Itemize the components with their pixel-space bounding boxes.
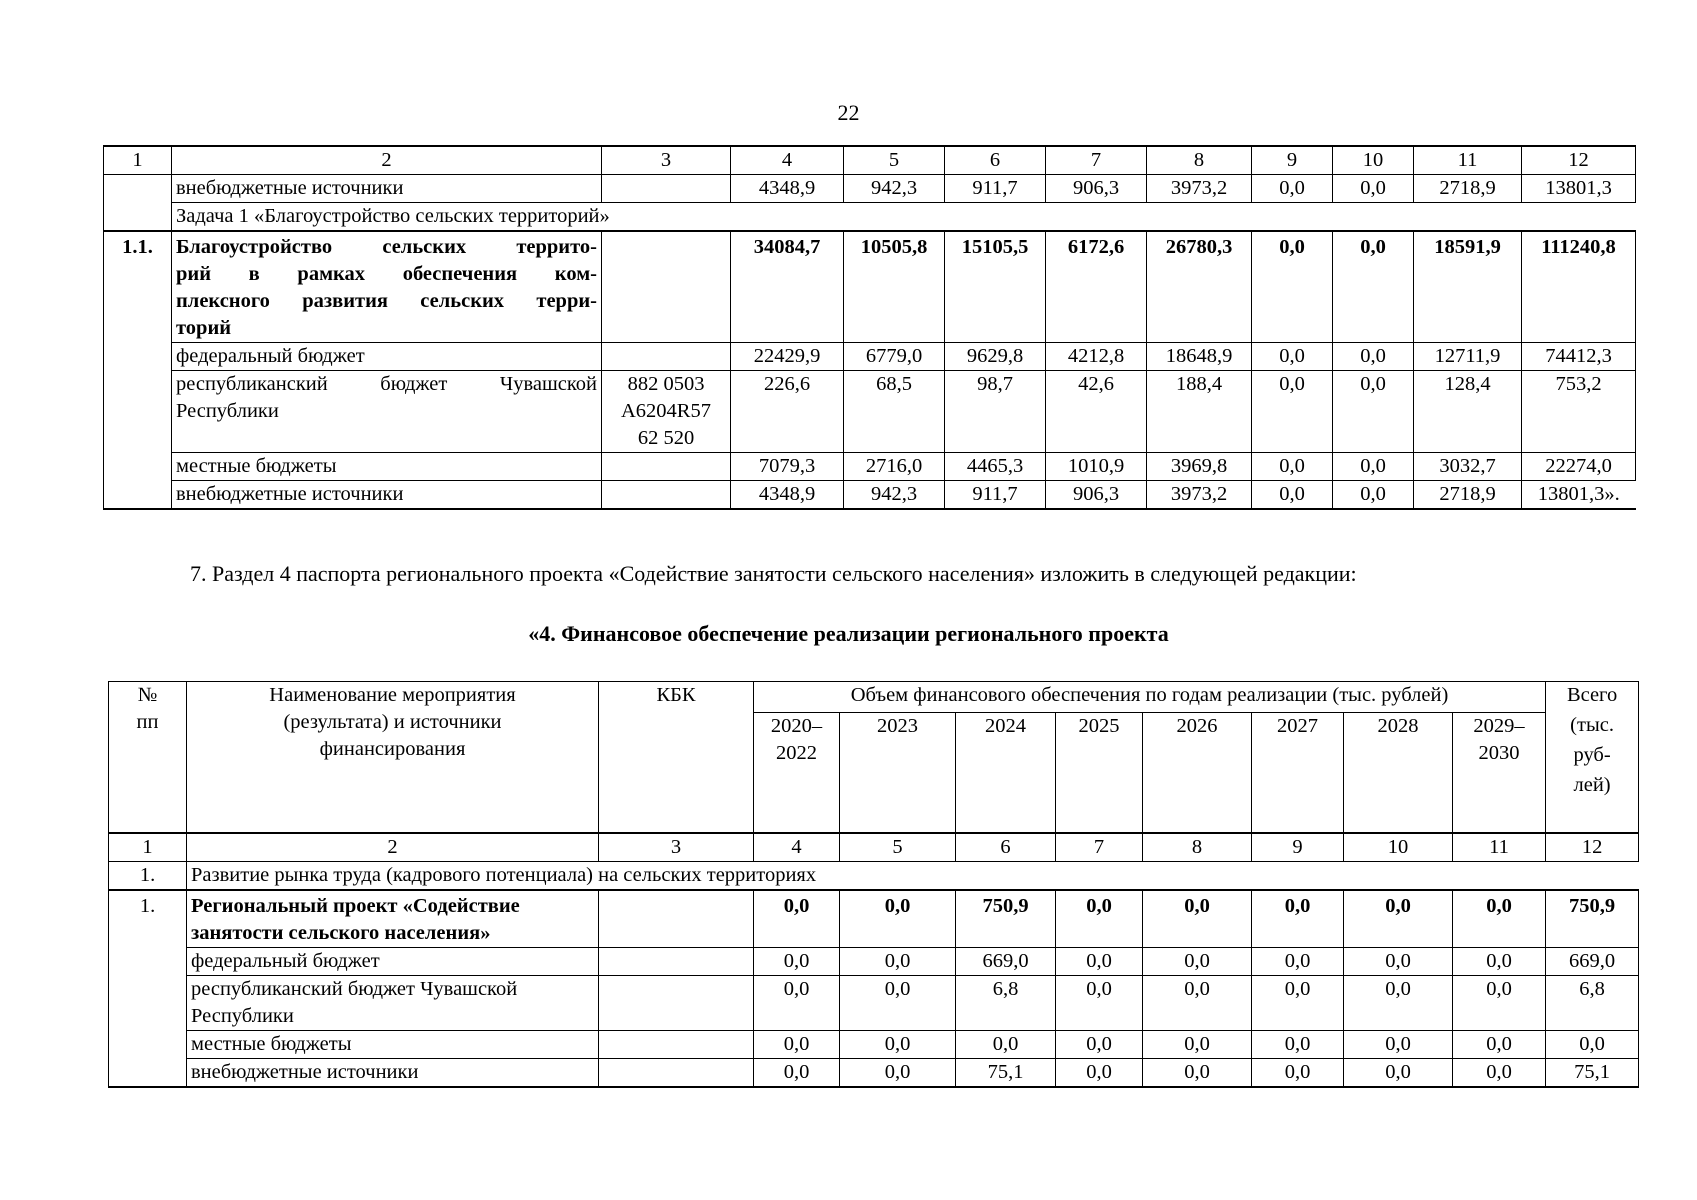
- value-cell: 0,0: [1252, 948, 1344, 976]
- header-line: 2020–: [770, 715, 823, 738]
- value-cell: 0,0: [1453, 976, 1546, 1031]
- value-cell: 0,0: [1453, 948, 1546, 976]
- col-number: 1: [104, 146, 172, 175]
- value-cell: 0,0: [1056, 948, 1143, 976]
- col-number: 5: [840, 833, 956, 862]
- column-number-row: [104, 146, 1636, 175]
- value-cell: 2716,0: [844, 453, 945, 481]
- kbk-cell: [602, 481, 731, 510]
- col-number: 12: [1522, 146, 1636, 175]
- col-number: 3: [599, 833, 754, 862]
- value-cell: 0,0: [1252, 175, 1333, 203]
- value-cell: 0,0: [840, 976, 956, 1031]
- value-cell: 0,0: [1056, 1059, 1143, 1088]
- source-label: внебюджетные источники: [172, 175, 602, 203]
- col-number: 3: [602, 146, 731, 175]
- value-cell: 18591,9: [1414, 231, 1522, 343]
- header-year: [1453, 713, 1546, 833]
- value-cell: 9629,8: [945, 343, 1046, 371]
- value-cell: 13801,3».: [1522, 481, 1636, 510]
- kbk-cell: [602, 371, 731, 453]
- header-total: [1546, 682, 1639, 834]
- header-line: (результата) и источники: [283, 711, 502, 733]
- label-line: республиканский бюджет Чувашской: [191, 978, 518, 1000]
- source-label: [187, 976, 599, 1031]
- col-number: 7: [1046, 146, 1147, 175]
- header-year: 2025: [1056, 713, 1143, 833]
- value-cell: 669,0: [1546, 948, 1639, 976]
- value-cell: 4348,9: [731, 481, 844, 510]
- table-row: [104, 175, 1636, 203]
- source-label: местные бюджеты: [187, 1031, 599, 1059]
- table-row: [109, 1031, 1639, 1059]
- label-line: Республики: [176, 400, 279, 422]
- kbk-line: 882 0503: [627, 373, 705, 395]
- value-cell: 98,7: [945, 371, 1046, 453]
- funding-table-continued: [103, 145, 1636, 510]
- source-label: внебюджетные источники: [187, 1059, 599, 1088]
- value-cell: 0,0: [1344, 1059, 1453, 1088]
- task-label: Задача 1 «Благоустройство сельских территорий»: [172, 203, 1636, 232]
- num-cell: [104, 371, 172, 453]
- section-row: [109, 862, 1639, 891]
- section-heading: «4. Финансовое обеспечение реализации регионального проекта: [528, 621, 1169, 646]
- col-number: 1: [109, 833, 187, 862]
- table-row: [104, 481, 1636, 510]
- num-cell: [104, 481, 172, 510]
- table-row: [104, 453, 1636, 481]
- value-cell: 0,0: [1252, 481, 1333, 510]
- item-number: 1.1.: [104, 231, 172, 343]
- kbk-cell: [599, 1031, 754, 1059]
- source-label: [172, 371, 602, 453]
- kbk-cell: [602, 453, 731, 481]
- value-cell: 942,3: [844, 175, 945, 203]
- value-cell: 0,0: [1143, 1059, 1252, 1088]
- value-cell: 669,0: [956, 948, 1056, 976]
- value-cell: 75,1: [956, 1059, 1056, 1088]
- value-cell: 753,2: [1522, 371, 1636, 453]
- page-number: 22: [837, 100, 860, 125]
- num-cell: [104, 343, 172, 371]
- kbk-cell: [599, 948, 754, 976]
- value-cell: 0,0: [1333, 343, 1414, 371]
- value-cell: 0,0: [1056, 1031, 1143, 1059]
- value-cell: 0,0: [1252, 890, 1344, 948]
- project-title: [187, 890, 599, 948]
- value-cell: 0,0: [1056, 890, 1143, 948]
- funding-table: [108, 681, 1639, 1088]
- header-kbk: КБК: [599, 682, 754, 834]
- title-line: Благоустройство сельских террито-: [176, 236, 597, 258]
- col-number: 10: [1344, 833, 1453, 862]
- kbk-cell: [602, 343, 731, 371]
- value-cell: 0,0: [1453, 1059, 1546, 1088]
- value-cell: 0,0: [1333, 371, 1414, 453]
- value-cell: 0,0: [1344, 890, 1453, 948]
- col-number: 9: [1252, 146, 1333, 175]
- value-cell: 0,0: [956, 1031, 1056, 1059]
- item-title: [172, 231, 602, 343]
- value-cell: 22274,0: [1522, 453, 1636, 481]
- value-cell: 4212,8: [1046, 343, 1147, 371]
- table-row: [109, 890, 1639, 948]
- num-cell: [109, 1059, 187, 1088]
- value-cell: 6779,0: [844, 343, 945, 371]
- value-cell: 0,0: [754, 890, 840, 948]
- project-number: 1.: [109, 890, 187, 948]
- header-year: [754, 713, 840, 833]
- value-cell: 0,0: [1143, 976, 1252, 1031]
- header-year: 2024: [956, 713, 1056, 833]
- value-cell: 0,0: [840, 1059, 956, 1088]
- source-label: федеральный бюджет: [172, 343, 602, 371]
- col-number: 2: [187, 833, 599, 862]
- value-cell: 0,0: [1252, 453, 1333, 481]
- header-line: 2030: [1478, 742, 1520, 765]
- col-number: 6: [956, 833, 1056, 862]
- value-cell: 0,0: [1344, 976, 1453, 1031]
- col-number: 8: [1143, 833, 1252, 862]
- value-cell: 942,3: [844, 481, 945, 510]
- value-cell: 15105,5: [945, 231, 1046, 343]
- value-cell: 0,0: [840, 948, 956, 976]
- table-row: [109, 976, 1639, 1031]
- value-cell: 911,7: [945, 175, 1046, 203]
- header-line: пп: [136, 711, 159, 733]
- value-cell: 0,0: [754, 948, 840, 976]
- value-cell: 0,0: [1056, 976, 1143, 1031]
- value-cell: 0,0: [1453, 890, 1546, 948]
- value-cell: 42,6: [1046, 371, 1147, 453]
- kbk-cell: [599, 890, 754, 948]
- label-line: Республики: [191, 1005, 294, 1027]
- title-line: плексного развития сельских терри-: [176, 290, 597, 312]
- col-number: 5: [844, 146, 945, 175]
- kbk-line: 62 520: [637, 427, 695, 449]
- value-cell: 906,3: [1046, 481, 1147, 510]
- source-label: федеральный бюджет: [187, 948, 599, 976]
- value-cell: 128,4: [1414, 371, 1522, 453]
- value-cell: 911,7: [945, 481, 1046, 510]
- value-cell: 111240,8: [1522, 231, 1636, 343]
- value-cell: 3032,7: [1414, 453, 1522, 481]
- col-number: 11: [1414, 146, 1522, 175]
- value-cell: 6,8: [1546, 976, 1639, 1031]
- amendment-paragraph: 7. Раздел 4 паспорта регионального проекта «Содействие занятости сельского населения» изложить в следующей редакции:: [190, 561, 1357, 586]
- section-label: Развитие рынка труда (кадрового потенциала) на сельских территориях: [187, 862, 1639, 891]
- column-number-row: [109, 833, 1639, 862]
- kbk-line: A6204R57: [621, 400, 711, 422]
- value-cell: 4465,3: [945, 453, 1046, 481]
- num-cell: [109, 976, 187, 1031]
- col-number: 6: [945, 146, 1046, 175]
- header-year: 2027: [1252, 713, 1344, 833]
- header-row: [109, 682, 1639, 713]
- kbk-cell: [602, 231, 731, 343]
- header-line: 2029–: [1473, 715, 1525, 738]
- title-line: торий: [176, 317, 232, 339]
- value-cell: 12711,9: [1414, 343, 1522, 371]
- value-cell: 0,0: [754, 1031, 840, 1059]
- value-cell: 0,0: [1143, 1031, 1252, 1059]
- value-cell: 4348,9: [731, 175, 844, 203]
- header-line: Наименование мероприятия: [269, 684, 516, 706]
- value-cell: 13801,3: [1522, 175, 1636, 203]
- value-cell: 26780,3: [1147, 231, 1252, 343]
- value-cell: 226,6: [731, 371, 844, 453]
- header-year: 2028: [1344, 713, 1453, 833]
- value-cell: 68,5: [844, 371, 945, 453]
- value-cell: 3973,2: [1147, 175, 1252, 203]
- value-cell: 0,0: [1333, 453, 1414, 481]
- source-label: внебюджетные источники: [172, 481, 602, 510]
- value-cell: 0,0: [1546, 1031, 1639, 1059]
- value-cell: 75,1: [1546, 1059, 1639, 1088]
- value-cell: 0,0: [1252, 343, 1333, 371]
- label-line: республиканский бюджет Чувашской: [176, 373, 597, 395]
- value-cell: 0,0: [1143, 948, 1252, 976]
- value-cell: 7079,3: [731, 453, 844, 481]
- value-cell: 750,9: [1546, 890, 1639, 948]
- value-cell: 6172,6: [1046, 231, 1147, 343]
- value-cell: 74412,3: [1522, 343, 1636, 371]
- header-line: лей): [1573, 774, 1611, 796]
- value-cell: 18648,9: [1147, 343, 1252, 371]
- value-cell: 0,0: [1344, 948, 1453, 976]
- table-row: [104, 231, 1636, 343]
- value-cell: 188,4: [1147, 371, 1252, 453]
- header-year: 2026: [1143, 713, 1252, 833]
- col-number: 9: [1252, 833, 1344, 862]
- col-number: 10: [1333, 146, 1414, 175]
- col-number: 7: [1056, 833, 1143, 862]
- task-row: [104, 203, 1636, 232]
- value-cell: 0,0: [1333, 481, 1414, 510]
- value-cell: 750,9: [956, 890, 1056, 948]
- table-row: [104, 343, 1636, 371]
- header-year: 2023: [840, 713, 956, 833]
- col-number: 11: [1453, 833, 1546, 862]
- kbk-cell: [602, 175, 731, 203]
- col-number: 2: [172, 146, 602, 175]
- value-cell: 0,0: [1453, 1031, 1546, 1059]
- header-name: [187, 682, 599, 834]
- value-cell: 0,0: [754, 976, 840, 1031]
- num-cell: [104, 175, 172, 203]
- value-cell: 3969,8: [1147, 453, 1252, 481]
- value-cell: 34084,7: [731, 231, 844, 343]
- title-line: рий в рамках обеспечения ком-: [176, 263, 597, 285]
- kbk-cell: [599, 1059, 754, 1088]
- value-cell: 0,0: [1252, 1031, 1344, 1059]
- header-line: (тыс.: [1570, 714, 1614, 736]
- value-cell: 2718,9: [1414, 175, 1522, 203]
- section-number: 1.: [109, 862, 187, 891]
- header-volume: Объем финансового обеспечения по годам реализации (тыс. рублей): [754, 682, 1546, 713]
- header-line: №: [137, 684, 158, 706]
- header-num: [109, 682, 187, 834]
- kbk-cell: [599, 976, 754, 1031]
- value-cell: 2718,9: [1414, 481, 1522, 510]
- header-line: 2022: [776, 742, 817, 765]
- value-cell: 0,0: [1252, 371, 1333, 453]
- value-cell: 1010,9: [1046, 453, 1147, 481]
- table-row: [109, 948, 1639, 976]
- num-cell: [104, 453, 172, 481]
- value-cell: 6,8: [956, 976, 1056, 1031]
- num-cell: [109, 948, 187, 976]
- header-line: Всего: [1566, 684, 1618, 706]
- col-number: 12: [1546, 833, 1639, 862]
- value-cell: 0,0: [754, 1059, 840, 1088]
- num-cell: [104, 203, 172, 232]
- col-number: 4: [731, 146, 844, 175]
- value-cell: 3973,2: [1147, 481, 1252, 510]
- value-cell: 0,0: [1344, 1031, 1453, 1059]
- num-cell: [109, 1031, 187, 1059]
- title-line: занятости сельского населения»: [191, 922, 491, 944]
- header-line: руб-: [1573, 744, 1611, 766]
- value-cell: 0,0: [840, 1031, 956, 1059]
- value-cell: 906,3: [1046, 175, 1147, 203]
- table-row: [109, 1059, 1639, 1088]
- col-number: 8: [1147, 146, 1252, 175]
- table-row: [104, 371, 1636, 453]
- title-line: Региональный проект «Содействие: [191, 895, 520, 917]
- value-cell: 0,0: [1252, 231, 1333, 343]
- value-cell: 0,0: [1143, 890, 1252, 948]
- value-cell: 0,0: [1333, 231, 1414, 343]
- value-cell: 0,0: [1252, 1059, 1344, 1088]
- header-line: финансирования: [319, 738, 466, 760]
- col-number: 4: [754, 833, 840, 862]
- value-cell: 22429,9: [731, 343, 844, 371]
- value-cell: 0,0: [1333, 175, 1414, 203]
- value-cell: 10505,8: [844, 231, 945, 343]
- source-label: местные бюджеты: [172, 453, 602, 481]
- value-cell: 0,0: [1252, 976, 1344, 1031]
- value-cell: 0,0: [840, 890, 956, 948]
